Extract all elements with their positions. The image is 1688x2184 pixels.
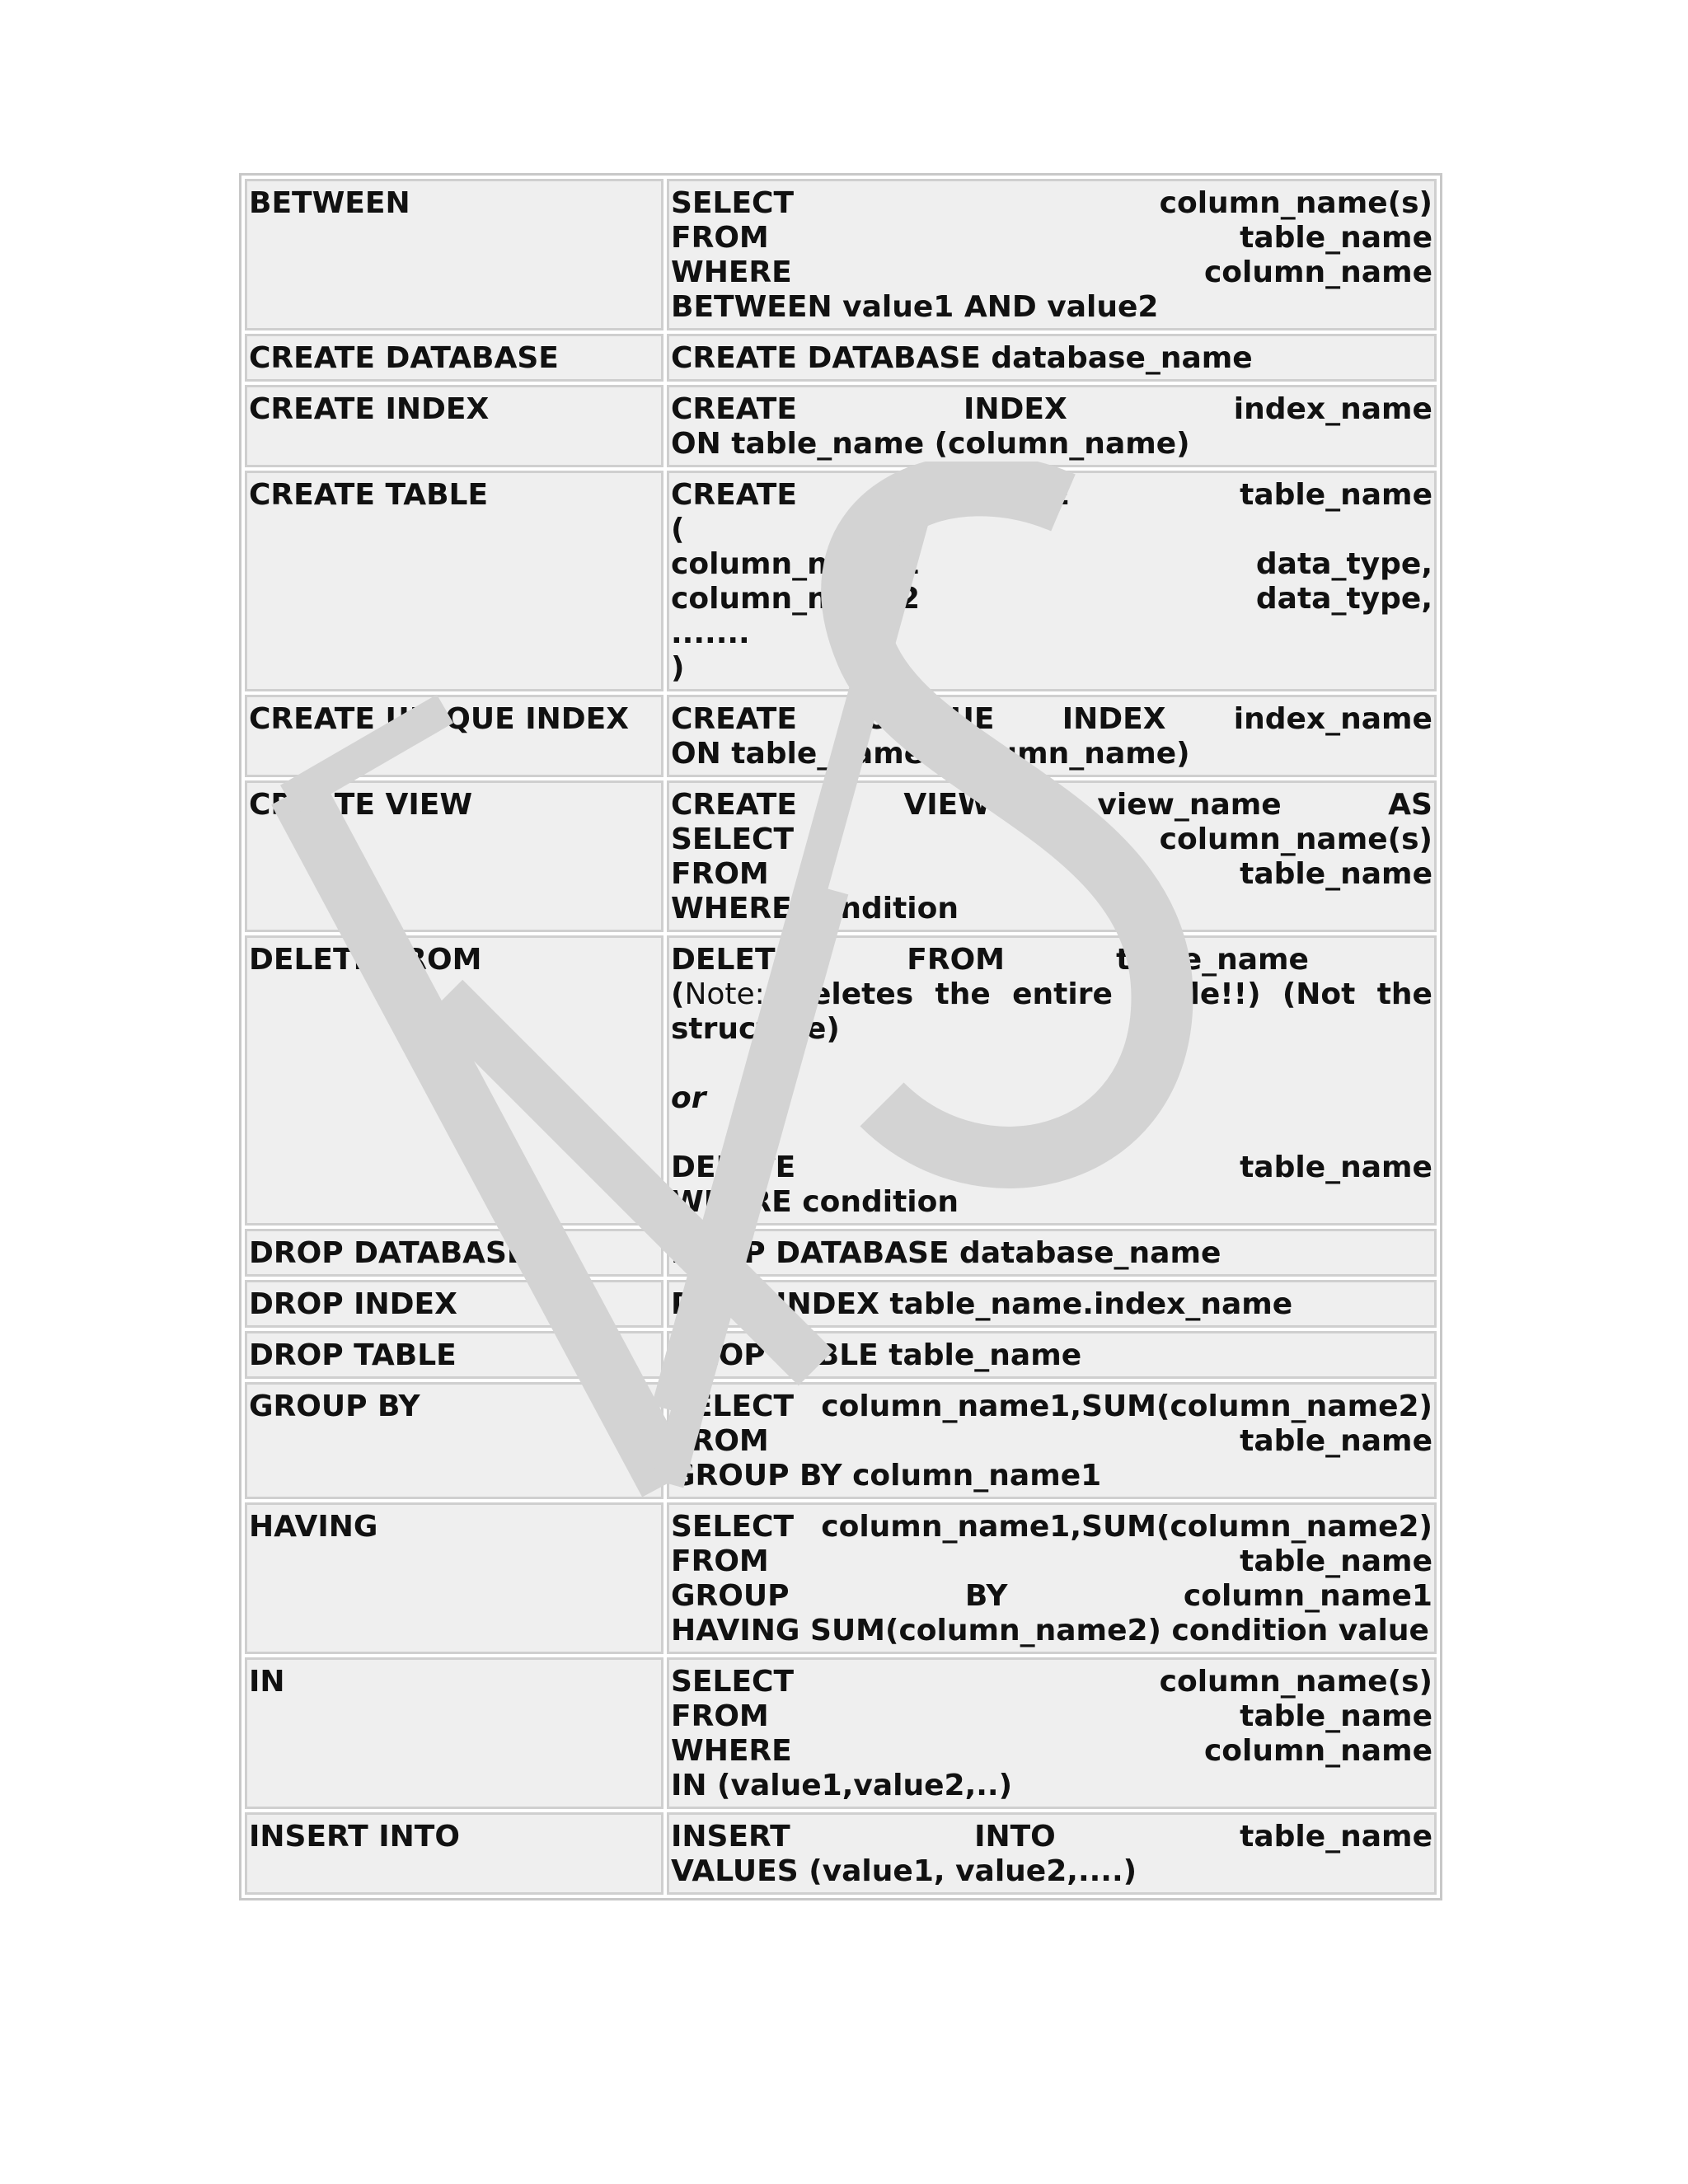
syntax-cell <box>667 1331 1437 1379</box>
syntax-line: column_name2 data_type, <box>671 582 1432 616</box>
syntax-line: FROM table_name <box>671 221 1432 255</box>
or-label: or <box>671 1081 706 1115</box>
table-row <box>245 1812 1437 1895</box>
command-cell: DROP TABLE <box>245 1331 663 1379</box>
command-cell: IN <box>245 1657 663 1809</box>
syntax-line: DROP INDEX table_name.index_name <box>671 1287 1293 1321</box>
table-row <box>245 385 1437 467</box>
command-cell: BETWEEN <box>245 179 663 330</box>
syntax-line: VALUES (value1, value2,....) <box>671 1854 1137 1888</box>
syntax-line: FROM table_name <box>671 1424 1432 1458</box>
table-row <box>245 1229 1437 1277</box>
table-row <box>245 935 1437 1226</box>
syntax-line: CREATE VIEW view_name AS <box>671 788 1432 822</box>
table-row <box>245 1657 1437 1809</box>
syntax-cell <box>667 1280 1437 1328</box>
command-cell: CREATE DATABASE <box>245 334 663 382</box>
command-cell: DELETE FROM <box>245 935 663 1226</box>
command-cell: CREATE UNIQUE INDEX <box>245 695 663 777</box>
syntax-line: GROUP BY column_name1 <box>671 1579 1432 1613</box>
syntax-line: SELECT column_name1,SUM(column_name2) <box>671 1510 1432 1544</box>
syntax-line: DROP TABLE table_name <box>671 1338 1082 1372</box>
syntax-line: WHERE column_name <box>671 1734 1432 1768</box>
syntax-line: ( <box>671 513 685 546</box>
command-cell: INSERT INTO <box>245 1812 663 1895</box>
command-cell: CREATE TABLE <box>245 471 663 691</box>
syntax-line: INSERT INTO table_name <box>671 1820 1432 1854</box>
syntax-line: CREATE DATABASE database_name <box>671 341 1253 375</box>
syntax-cell <box>667 385 1437 467</box>
syntax-line: CREATE UNIQUE INDEX index_name <box>671 702 1432 736</box>
table-row <box>245 334 1437 382</box>
syntax-cell <box>667 334 1437 382</box>
syntax-cell <box>667 1382 1437 1499</box>
note-label: Note: <box>684 977 765 1011</box>
command-cell: DROP INDEX <box>245 1280 663 1328</box>
sql-reference-table <box>239 173 1442 1900</box>
syntax-line: SELECT column_name(s) <box>671 1665 1432 1699</box>
syntax-line: DELETE FROM table_name <box>671 1151 1432 1184</box>
syntax-line: SELECT column_name1,SUM(column_name2) <box>671 1390 1432 1423</box>
syntax-line: FROM table_name <box>671 1544 1432 1578</box>
command-cell: CREATE INDEX <box>245 385 663 467</box>
syntax-line: GROUP BY column_name1 <box>671 1459 1102 1493</box>
sql-reference-table-container <box>239 173 1442 1900</box>
syntax-line: structure) <box>671 1012 840 1046</box>
command-cell: DROP DATABASE <box>245 1229 663 1277</box>
syntax-line: ....... <box>671 616 750 650</box>
command-cell: CREATE VIEW <box>245 780 663 932</box>
command-cell: HAVING <box>245 1502 663 1654</box>
table-row <box>245 1280 1437 1328</box>
syntax-line: HAVING SUM(column_name2) condition value <box>671 1614 1429 1647</box>
syntax-line: CREATE INDEX index_name <box>671 392 1432 426</box>
table-row <box>245 780 1437 932</box>
syntax-line <box>671 1081 1432 1116</box>
table-row <box>245 1502 1437 1654</box>
syntax-line: DELETE FROM table_name <box>671 943 1309 977</box>
table-row <box>245 1331 1437 1379</box>
syntax-line: CREATE TABLE table_name <box>671 478 1432 512</box>
syntax-line: FROM table_name <box>671 857 1432 891</box>
syntax-line: WHERE column_name <box>671 255 1432 289</box>
table-row <box>245 471 1437 691</box>
syntax-line: SELECT column_name(s) <box>671 823 1432 856</box>
syntax-cell <box>667 1502 1437 1654</box>
syntax-line: WHERE condition <box>671 892 959 926</box>
syntax-cell <box>667 1657 1437 1809</box>
syntax-cell <box>667 471 1437 691</box>
syntax-line: DROP DATABASE database_name <box>671 1236 1221 1270</box>
syntax-cell <box>667 695 1437 777</box>
syntax-cell <box>667 179 1437 330</box>
syntax-line: WHERE condition <box>671 1185 959 1219</box>
syntax-line: BETWEEN value1 AND value2 <box>671 290 1159 324</box>
syntax-note-line: (Note: Deletes the entire table!!) (Not the <box>671 977 1432 1011</box>
syntax-line: IN (value1,value2,..) <box>671 1769 1013 1802</box>
syntax-line: ON table_name (column_name) <box>671 737 1190 771</box>
table-row <box>245 1382 1437 1499</box>
syntax-cell <box>667 935 1437 1226</box>
command-cell: GROUP BY <box>245 1382 663 1499</box>
table-row <box>245 695 1437 777</box>
syntax-line: SELECT column_name(s) <box>671 186 1432 220</box>
syntax-line: column_name1 data_type, <box>671 547 1432 581</box>
table-row <box>245 179 1437 330</box>
syntax-cell <box>667 1812 1437 1895</box>
syntax-line: FROM table_name <box>671 1699 1432 1733</box>
syntax-line: ON table_name (column_name) <box>671 427 1190 461</box>
syntax-cell <box>667 1229 1437 1277</box>
syntax-line: ) <box>671 651 685 685</box>
syntax-cell <box>667 780 1437 932</box>
